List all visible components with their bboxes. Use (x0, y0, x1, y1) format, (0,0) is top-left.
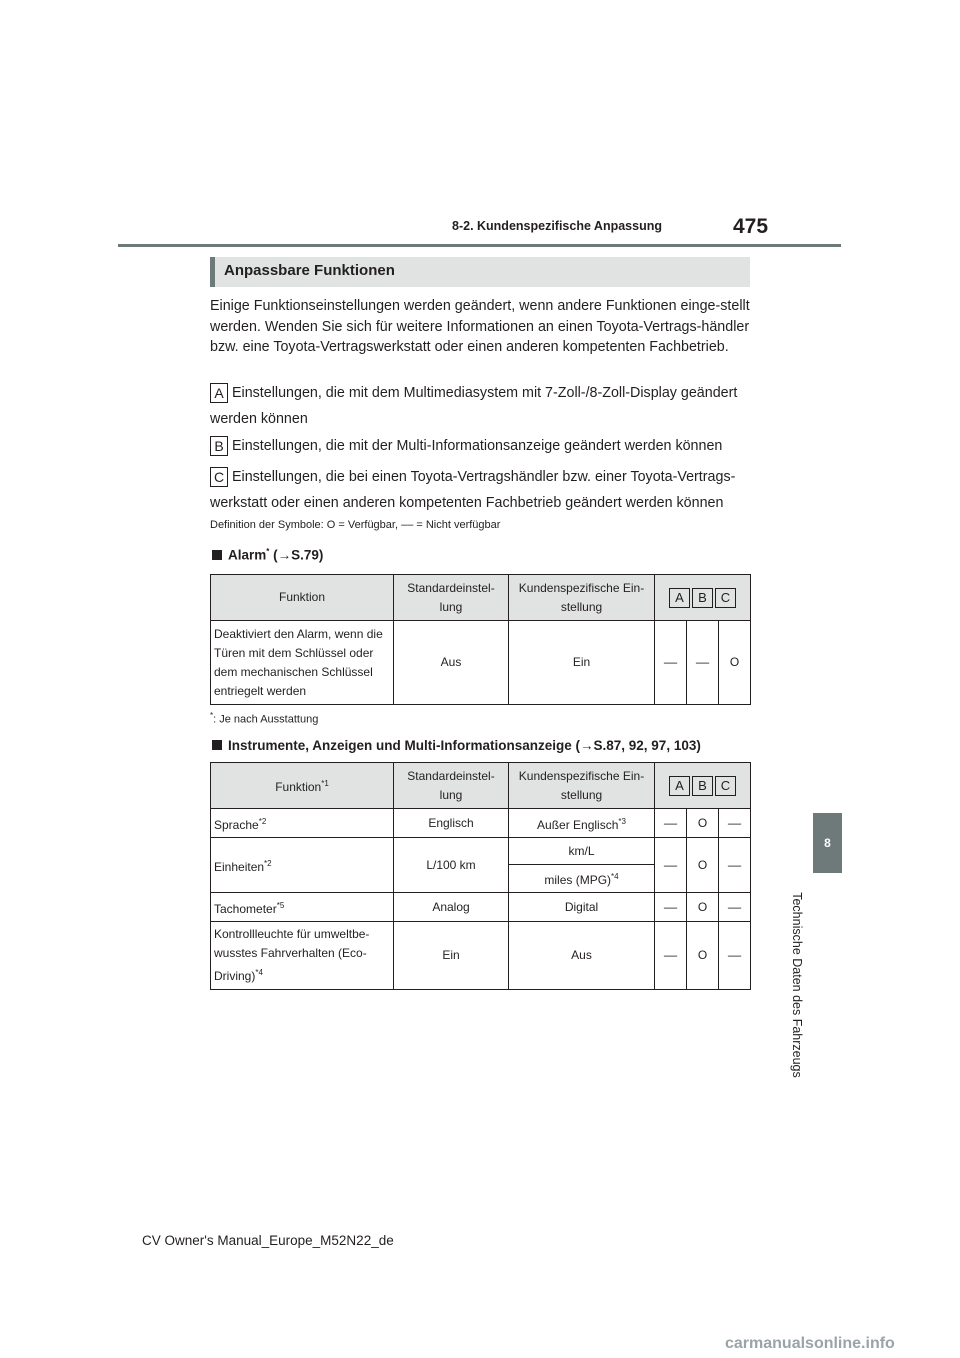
chapter-title: Technische Daten des Fahrzeugs (790, 892, 804, 1078)
cell-c: –– (719, 922, 751, 990)
square-bullet-icon (212, 740, 222, 750)
table-row (211, 838, 751, 865)
footer-text: CV Owner's Manual_Europe_M52N22_de (142, 1233, 394, 1248)
badge-b-icon: B (210, 436, 228, 456)
badge-c-icon: C (210, 467, 228, 487)
table-header-row (211, 763, 751, 809)
cell-a: –– (655, 922, 687, 990)
legend-item-c (210, 464, 755, 516)
cell-custom: Außer Englisch$^{*3}$ (509, 809, 655, 838)
legend-text-c: Einstellungen, die bei einen Toyota-Vertragshändler bzw. einer Toyota-Vertrags-werkstatt oder einen anderen kompetenten Fachbetrieb geändert werden können (210, 469, 736, 511)
cell-c: –– (719, 809, 751, 838)
legend-text-b: Einstellungen, die mit der Multi-Informationsanzeige geändert werden können (232, 438, 723, 454)
intro-paragraph: Einige Funktionseinstellungen werden geändert, wenn andere Funktionen einge-stellt werden. Wenden Sie sich für weitere Informationen an einen Toyota-Vertrags-händler bzw. eine Toyota-Vertragswerkstatt oder einen anderen kompetenten Fachbetrieb. (210, 298, 750, 355)
cell-custom: Digital (509, 893, 655, 922)
section-heading: Anpassbare Funktionen (224, 262, 395, 279)
col-function: Funktion$^{*1}$ (211, 763, 394, 809)
badge-b-icon: B (692, 776, 713, 796)
cell-function: Sprache$^{*2}$ (211, 809, 394, 838)
alarm-heading: Alarm* (→S.79) (212, 547, 323, 563)
cell-default: Ein (394, 922, 509, 990)
cell-a: –– (655, 621, 687, 705)
cell-function: Kontrollleuchte für umweltbe-wusstes Fahrverhalten (Eco-Driving)$^{*4}$ (211, 922, 394, 990)
badge-a-icon: A (210, 383, 228, 403)
table-row (211, 893, 751, 922)
cell-custom: km/L (509, 838, 655, 865)
cell-function: Einheiten$^{*2}$ (211, 838, 394, 893)
table-row (211, 809, 751, 838)
instruments-table (210, 762, 751, 990)
instruments-heading: Instrumente, Anzeigen und Multi-Informationsanzeige (→S.87, 92, 97, 103) (212, 738, 701, 753)
cell-default: Englisch (394, 809, 509, 838)
cell-function: Tachometer$^{*5}$ (211, 893, 394, 922)
cell-c: –– (719, 838, 751, 893)
cell-c: O (719, 621, 751, 705)
legend-item-a (210, 380, 755, 432)
chapter-tab: 8 (813, 813, 842, 873)
cell-c: –– (719, 893, 751, 922)
section-heading-box (210, 257, 750, 287)
badge-b-icon: B (692, 588, 713, 608)
cell-b: O (687, 893, 719, 922)
square-bullet-icon (212, 550, 222, 560)
col-custom: Kundenspezifische Ein-stellung (509, 763, 655, 809)
page-number: 475 (733, 215, 769, 238)
legend-text-a: Einstellungen, die mit dem Multimediasystem mit 7-Zoll-/8-Zoll-Display geändert werden können (210, 385, 738, 427)
col-badges (655, 763, 751, 809)
cell-b: O (687, 838, 719, 893)
section-title: 8-2. Kundenspezifische Anpassung (452, 219, 662, 233)
alarm-table (210, 574, 751, 705)
header-divider (118, 244, 841, 247)
col-function: Funktion (211, 575, 394, 621)
cell-default: Aus (394, 621, 509, 705)
cell-default: Analog (394, 893, 509, 922)
table-row (211, 621, 751, 705)
cell-function: Deaktiviert den Alarm, wenn die Türen mit dem Schlüssel oder dem mechanischen Schlüssel entriegelt werden (211, 621, 394, 705)
badge-a-icon: A (669, 776, 690, 796)
cell-b: O (687, 922, 719, 990)
col-badges (655, 575, 751, 621)
heading-bar (210, 257, 215, 287)
cell-a: –– (655, 809, 687, 838)
badge-a-icon: A (669, 588, 690, 608)
col-custom: Kundenspezifische Ein-stellung (509, 575, 655, 621)
cell-b: –– (687, 621, 719, 705)
symbols-note: Definition der Symbole: O = Verfügbar, –– = Nicht verfügbar (210, 519, 501, 531)
cell-custom-2: miles (MPG)$^{*4}$ (509, 865, 655, 893)
col-default: Standardeinstel-lung (394, 763, 509, 809)
col-default: Standardeinstel-lung (394, 575, 509, 621)
badge-c-icon: C (715, 776, 736, 796)
alarm-footnote: *: Je nach Ausstattung (210, 711, 319, 726)
cell-custom: Ein (509, 621, 655, 705)
cell-a: –– (655, 838, 687, 893)
badge-c-icon: C (715, 588, 736, 608)
cell-default: L/100 km (394, 838, 509, 893)
cell-custom: Aus (509, 922, 655, 990)
cell-b: O (687, 809, 719, 838)
table-row (211, 922, 751, 990)
cell-a: –– (655, 893, 687, 922)
legend-item-b (210, 433, 755, 459)
watermark: carmanualsonline.info (725, 1335, 895, 1352)
table-header-row (211, 575, 751, 621)
